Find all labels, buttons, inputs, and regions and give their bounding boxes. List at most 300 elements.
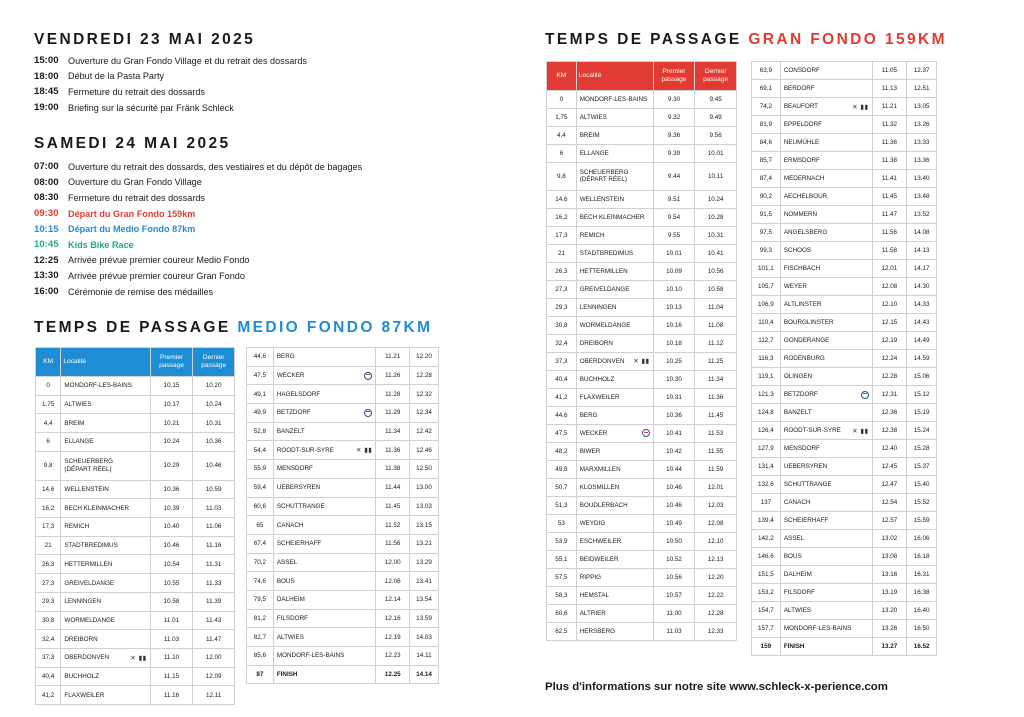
schedule-text: Ouverture du retrait des dossards, des vestiaires et du dépôt de bagages [68,161,363,172]
locality-name: OBERDONVEN [579,357,625,365]
table-row [752,602,937,620]
first-passage-cell: 12.38 [872,422,907,440]
locality-wrap [784,229,869,236]
locality-cell [576,442,653,460]
first-passage-cell: 12.14 [376,590,410,609]
last-passage-cell: 12.09 [193,667,235,686]
locality-cell [780,620,872,638]
locality-name: WEYER [783,283,807,290]
last-passage-cell: 14.33 [907,296,937,314]
first-passage-cell: 12.31 [872,386,907,404]
locality-cell [61,480,150,499]
table-row [547,424,737,442]
locality-wrap [580,502,650,509]
last-passage-cell: 15.52 [907,494,937,512]
locality-cell [780,296,872,314]
table-row [547,406,737,424]
first-passage-cell: 11.15 [150,667,193,686]
schedule-time: 09:30 [34,208,59,220]
km-cell: 51,3 [547,496,577,514]
schedule-time: 13:30 [34,270,59,282]
locality-cell [780,404,872,422]
first-passage-cell: 13.02 [872,530,907,548]
locality-wrap [277,540,373,547]
last-passage-cell: 15.28 [907,440,937,458]
last-passage-cell: 14.13 [907,242,937,260]
km-cell: 47,5 [547,424,577,442]
first-passage-cell: 10.09 [653,262,695,280]
locality-wrap [784,121,869,128]
locality-cell [273,385,376,404]
last-passage-cell: 12.33 [695,622,737,640]
schedule-row [34,284,504,300]
last-passage-cell: 10.24 [695,190,737,208]
table-row [36,686,235,705]
locality-header: Localité [61,348,150,377]
locality-wrap [580,448,650,455]
table-row [247,590,439,609]
locality-name: WELLENSTEIN [64,486,109,494]
table-row [752,224,937,242]
km-cell: 57,5 [547,568,577,586]
locality-cell [780,584,872,602]
table-row [36,433,235,452]
table-row [36,451,235,480]
locality-cell [780,206,872,224]
km-cell: 49,9 [247,404,274,423]
locality-cell [780,116,872,134]
last-passage-cell: 12.10 [695,532,737,550]
last-passage-cell: 13.33 [907,134,937,152]
friday-schedule [34,53,504,115]
km-cell: 21 [547,244,577,262]
locality-cell [576,334,653,352]
last-passage-cell: 14.11 [410,647,439,666]
last-passage-cell: 16.18 [907,548,937,566]
schedule-text: Arrivée prévue premier coureur Medio Fondo [68,255,250,266]
locality-wrap [580,114,650,121]
last-passage-cell: 10.56 [695,262,737,280]
first-passage-cell: 10.56 [653,568,695,586]
locality-cell [576,604,653,622]
first-passage-cell: 12.19 [872,332,907,350]
locality-cell [576,127,653,145]
locality-name: UEBERSYREN [783,463,828,470]
schedule-row [34,84,504,100]
km-cell: 54,4 [247,441,274,460]
first-passage-cell: 9.30 [653,91,695,109]
km-cell: 32,4 [547,334,577,352]
medio-table-right [246,347,439,684]
last-passage-cell: 10.11 [695,163,737,191]
table-row [547,352,737,370]
schedule-row [34,100,504,116]
locality-wrap [580,574,650,581]
locality-wrap [277,353,373,360]
km-cell: 6 [547,145,577,163]
table-row [752,134,937,152]
first-passage-cell: 10.42 [653,442,695,460]
km-cell: 84,6 [752,134,781,152]
last-passage-cell: 14.03 [410,628,439,647]
last-passage-cell: 11.12 [695,334,737,352]
locality-name: GREIVELDANGE [64,579,115,587]
locality-wrap [277,428,373,435]
locality-name: ANGELSBERG [783,229,828,236]
locality-wrap [580,376,650,383]
table-row [247,647,439,666]
gran-heading-accent: GRAN FONDO 159KM [748,31,947,48]
km-cell: 58,3 [547,586,577,604]
locality-cell [780,494,872,512]
locality-cell [576,91,653,109]
locality-name: WORMELDANGE [579,321,631,329]
km-cell: 79,5 [247,590,274,609]
table-row [752,404,937,422]
last-passage-cell: 11.03 [193,499,235,518]
last-passage-cell: 12.20 [695,568,737,586]
locality-wrap [580,169,650,185]
km-cell: 151,5 [752,566,781,584]
table-row [36,499,235,518]
last-passage-cell: 12.03 [695,496,737,514]
table-row [36,536,235,555]
km-cell: 14,6 [36,480,61,499]
last-passage-cell: 11.08 [695,316,737,334]
schedule-row [34,206,504,222]
km-cell: 65 [247,516,274,535]
table-row [547,190,737,208]
table-row [36,611,235,630]
schedule-text: Ouverture du Gran Fondo Village [68,177,202,188]
km-cell: 41,2 [36,686,61,705]
last-passage-cell: 13.26 [907,116,937,134]
table-row [752,458,937,476]
locality-cell [273,553,376,572]
km-cell: 59,4 [247,478,274,497]
first-passage-cell: 11.00 [653,604,695,622]
locality-name: BECH KLEINMACHER [579,213,645,221]
first-passage-cell: 13.27 [872,638,907,656]
locality-cell [780,188,872,206]
locality-wrap [580,196,650,203]
schedule-text: Fermeture du retrait des dossards [68,86,205,97]
km-cell: 47,5 [247,366,274,385]
table-row [752,620,937,638]
first-passage-cell: 11.26 [376,366,410,385]
table-row [752,260,937,278]
km-cell: 70,2 [247,553,274,572]
locality-cell [780,350,872,368]
first-passage-cell: 11.16 [150,686,193,705]
last-passage-cell: 11.59 [695,460,737,478]
locality-name: LENNINGEN [579,303,617,311]
locality-cell [780,242,872,260]
table-row [752,368,937,386]
locality-wrap [580,538,650,545]
km-cell: 26,3 [547,262,577,280]
locality-name: ASSEL [276,558,298,566]
table-row [247,441,439,460]
locality-wrap [784,103,869,111]
last-passage-cell: 12.28 [410,366,439,385]
first-passage-cell: 11.45 [872,188,907,206]
table-row [752,278,937,296]
locality-cell [576,352,653,370]
km-cell: 139,4 [752,512,781,530]
first-passage-cell: 12.06 [376,572,410,591]
table-row [547,262,737,280]
locality-cell [780,458,872,476]
locality-cell [61,686,150,705]
first-passage-cell: 10.15 [150,377,193,396]
km-cell: 9,8 [547,163,577,191]
locality-name: ALTRIER [579,609,606,617]
table-row [36,480,235,499]
first-passage-cell: 12.45 [872,458,907,476]
table-row [36,574,235,593]
km-cell: 55,1 [547,550,577,568]
first-passage-cell: 10.30 [653,370,695,388]
schedule-row [34,237,504,253]
locality-cell [576,388,653,406]
locality-cell [576,460,653,478]
locality-cell [273,460,376,479]
km-cell: 16,2 [547,208,577,226]
table-row [247,385,439,404]
last-passage-cell: 15.40 [907,476,937,494]
locality-name: CONSDORF [783,67,820,74]
locality-cell [780,278,872,296]
first-passage-cell: 11.32 [872,116,907,134]
locality-cell [780,62,872,80]
last-passage-cell: 12.00 [193,648,235,667]
table-row [752,440,937,458]
locality-cell [576,244,653,262]
locality-name: DREIBORN [579,339,613,347]
locality-cell [780,386,872,404]
schedule-time: 18:00 [34,70,59,82]
km-cell: 32,4 [36,630,61,649]
first-passage-cell: 13.19 [872,584,907,602]
locality-wrap [580,592,650,599]
locality-cell [576,550,653,568]
table-row [247,478,439,497]
table-row [247,422,439,441]
table-row [547,298,737,316]
locality-wrap [784,283,869,290]
locality-name: FILSDORF [276,614,308,622]
medio-heading-prefix: TEMPS DE PASSAGE [34,319,231,336]
locality-cell [780,638,872,656]
first-passage-cell: 10.13 [653,298,695,316]
locality-cell [780,98,872,116]
table-row [752,152,937,170]
table-row [752,242,937,260]
km-cell: 119,1 [752,368,781,386]
locality-name: FLAXWEILER [579,393,620,401]
feed-zone-icon: ✕ ▮▮ [633,358,650,366]
locality-wrap [580,214,650,221]
locality-name: BECH KLEINMACHER [64,504,130,512]
locality-wrap [580,132,650,139]
table-row [752,98,937,116]
medio-table-left [35,347,235,705]
first-passage-header: Premier passage [150,348,193,377]
km-cell: 146,6 [752,548,781,566]
locality-name: HERSBERG [579,627,616,635]
locality-name: BREIM [579,132,600,139]
locality-wrap [64,401,146,408]
last-passage-cell: 13.21 [410,534,439,553]
first-passage-cell: 11.13 [872,80,907,98]
locality-cell [273,665,376,684]
km-cell: 1,75 [547,109,577,127]
table-row [547,478,737,496]
last-passage-cell: 10.58 [695,280,737,298]
locality-cell [576,208,653,226]
km-cell: 48,2 [547,442,577,460]
locality-cell [61,414,150,433]
locality-cell [576,622,653,640]
km-cell: 17,3 [36,518,61,537]
locality-name: EPPELDORF [783,121,822,128]
locality-cell [61,555,150,574]
table-row [547,388,737,406]
schedule-text: Début de la Pasta Party [68,71,165,82]
last-passage-cell: 10.24 [193,395,235,414]
locality-name: BETZDORF [783,391,818,398]
first-passage-cell: 12.57 [872,512,907,530]
km-cell: 67,4 [247,534,274,553]
schedule-text: Fermeture du retrait des dossards [68,192,205,203]
last-passage-cell: 13.15 [410,516,439,535]
table-row [547,208,737,226]
last-passage-cell: 14.08 [907,224,937,242]
table-row [547,109,737,127]
locality-name: MONDORF-LES-BAINS [579,96,648,103]
locality-cell [273,441,376,460]
first-passage-cell: 11.38 [872,152,907,170]
table-row [547,568,737,586]
schedule-text: Kids Bike Race [68,239,134,250]
locality-cell [273,572,376,591]
locality-cell [61,377,150,396]
locality-cell [780,260,872,278]
last-passage-cell: 16.06 [907,530,937,548]
last-passage-cell: 12.37 [907,62,937,80]
first-passage-cell: 12.01 [872,260,907,278]
table-row [752,314,937,332]
km-cell: 21 [36,536,61,555]
table-row [547,91,737,109]
locality-wrap [580,150,650,157]
locality-wrap [784,67,869,74]
locality-name: OBERDONVEN [64,654,110,662]
feed-zone-icon: ✕ ▮▮ [852,103,869,111]
locality-wrap [784,211,869,218]
first-passage-cell: 11.36 [376,441,410,460]
km-cell: 110,4 [752,314,781,332]
first-passage-cell: 10.50 [653,532,695,550]
locality-cell [61,536,150,555]
locality-name: ASSEL [783,535,805,542]
locality-cell [780,422,872,440]
first-passage-cell: 9.51 [653,190,695,208]
locality-cell [780,134,872,152]
last-passage-cell: 14.30 [907,278,937,296]
finish-row [752,638,937,656]
schedule-time: 15:00 [34,55,59,67]
saturday-schedule [34,159,504,299]
table-row [547,460,737,478]
locality-wrap [580,610,650,617]
locality-cell [576,424,653,442]
feed-zone-icon: ✕ ▮▮ [852,427,869,435]
table-row [547,163,737,191]
km-cell: 30,8 [547,316,577,334]
locality-wrap [580,628,650,635]
km-cell: 74,2 [752,98,781,116]
km-cell: 14,6 [547,190,577,208]
schedule-row [34,159,504,175]
km-cell: 30,8 [36,611,61,630]
locality-name: ALTWIES [783,607,812,614]
locality-name: ELLANGE [64,438,94,446]
locality-name: HAGELSDORF [276,390,321,398]
locality-wrap [784,607,869,614]
first-passage-cell: 11.41 [872,170,907,188]
first-passage-cell: 10.44 [653,460,695,478]
first-passage-cell: 11.34 [376,422,410,441]
last-passage-cell: 12.46 [410,441,439,460]
last-passage-cell: 9.45 [695,91,737,109]
locality-wrap [784,85,869,92]
km-cell: 105,7 [752,278,781,296]
first-passage-cell: 10.17 [150,395,193,414]
first-passage-cell: 10.39 [150,499,193,518]
locality-wrap [277,671,373,678]
last-passage-cell: 12.08 [695,514,737,532]
locality-cell [576,226,653,244]
schedule-time: 18:45 [34,86,59,98]
locality-wrap [784,391,869,399]
table-row [547,442,737,460]
first-passage-cell: 11.21 [376,348,410,367]
table-row [547,226,737,244]
locality-name: BEIDWEILER [579,555,619,563]
km-cell: 27,3 [547,280,577,298]
first-passage-cell: 12.54 [872,494,907,512]
locality-name: SCHEUERBERG (DÉPART RÉEL) [64,457,114,473]
schedule-row [34,221,504,237]
first-passage-cell: 10.46 [653,478,695,496]
last-passage-cell: 11.16 [193,536,235,555]
locality-name: ALTWIES [579,114,607,121]
locality-name: DALHEIM [783,571,812,578]
first-passage-cell: 9.44 [653,163,695,191]
locality-name: BOURGLINSTER [783,319,834,326]
first-passage-cell: 12.15 [872,314,907,332]
last-passage-cell: 14.43 [907,314,937,332]
schedule-time: 16:00 [34,286,59,298]
km-cell: 127,9 [752,440,781,458]
first-passage-cell: 9.55 [653,226,695,244]
last-passage-cell: 15.12 [907,386,937,404]
locality-wrap [277,503,373,510]
last-passage-cell: 11.34 [695,370,737,388]
locality-cell [780,152,872,170]
